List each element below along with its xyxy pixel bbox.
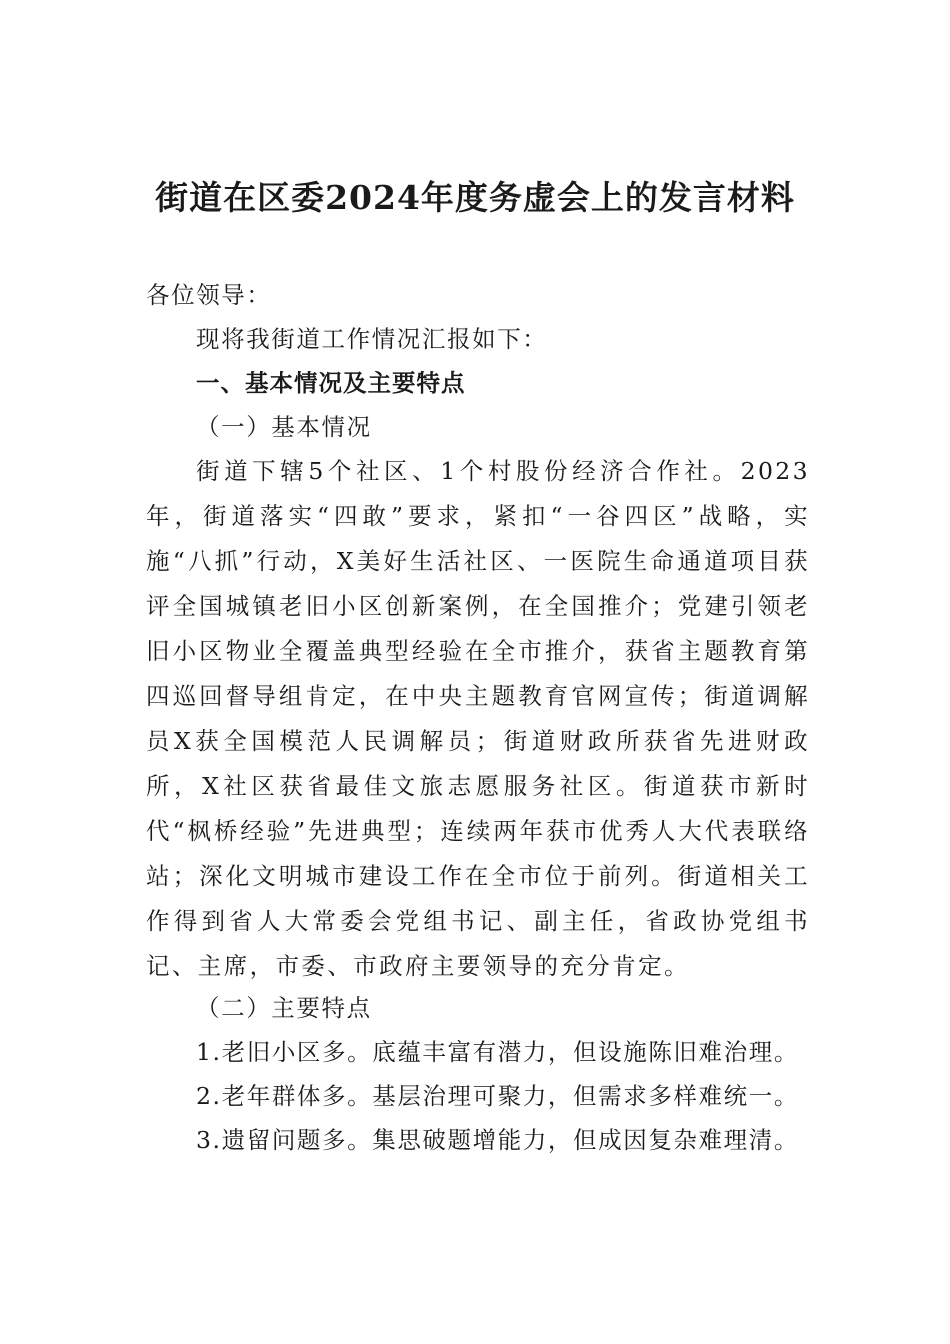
subsection-heading-features: （二）主要特点 [196, 994, 372, 1022]
subsection-heading-basic: （一）基本情况 [196, 413, 372, 441]
feature-item: 2.老年群体多。基层治理可聚力，但需求多样难统一。 [196, 1082, 799, 1110]
feature-item: 3.遗留问题多。集思破题增能力，但成因复杂难理清。 [196, 1126, 799, 1154]
document-title: 街道在区委2024年度务虚会上的发言材料 [155, 178, 795, 217]
basic-situation-paragraph: 街道下辖5个社区、1个村股份经济合作社。2023年，街道落实“四敢”要求，紧扣“一谷四区”战略，实施“八抓”行动，X美好生活社区、一医院生命通道项目获评全国城镇老旧小区创新案例，在全国推介；党建引领老旧小区物业全覆盖典型经验在全市推介，获省主题教育第四巡回督导组肯定，在中央主题教育官网宣传；街道调解员X获全国模范人民调解员；街道财政所获省先进财政所，X社区获省最佳文旅志愿服务社区。街道获市新时代“枫桥经验”先进典型；连续两年获市优秀人大代表联络站；深化文明城市建设工作在全市位于前列。街道相关工作得到省人大常委会党组书记、副主任，省政协党组书记、主席，市委、市政府主要领导的充分肯定。 [146, 457, 810, 980]
salutation: 各位领导： [146, 281, 272, 309]
intro-paragraph: 现将我街道工作情况汇报如下： [196, 325, 548, 353]
section-heading-basic-situation: 一、基本情况及主要特点 [196, 369, 466, 397]
feature-item: 1.老旧小区多。底蕴丰富有潜力，但设施陈旧难治理。 [196, 1038, 799, 1066]
